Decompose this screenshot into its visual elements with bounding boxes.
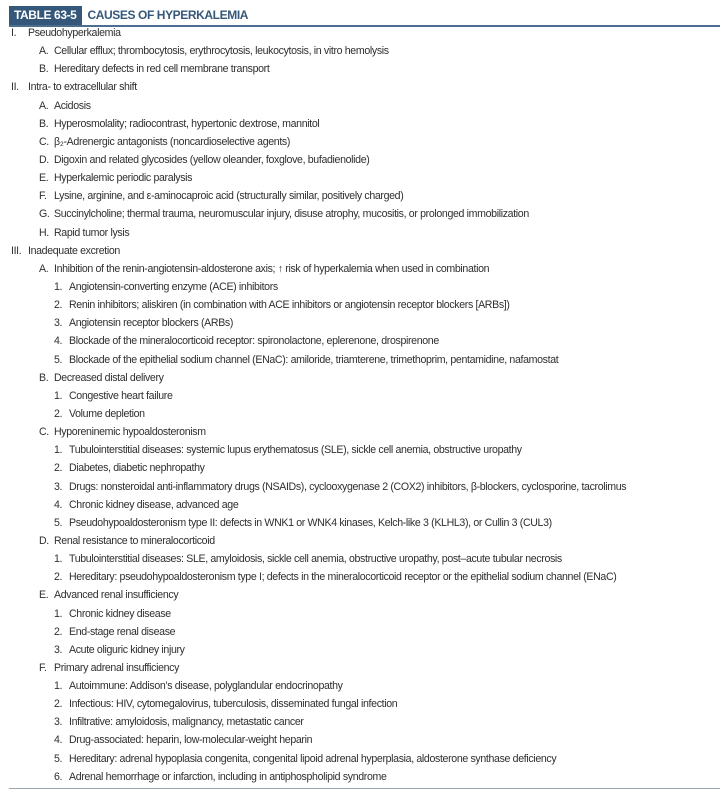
outline-subitem bbox=[0, 605, 728, 623]
item-marker: 3. bbox=[54, 480, 63, 493]
outline-subitem bbox=[0, 332, 728, 350]
item-text: Lysine, arginine, and ε-aminocaproic acid (structurally similar, positively charged) bbox=[54, 190, 404, 203]
item-marker: B. bbox=[39, 63, 49, 76]
item-marker: 1. bbox=[54, 553, 63, 566]
outline-item bbox=[0, 60, 728, 78]
outline-subitem bbox=[0, 387, 728, 405]
item-text: Pseudohypoaldosteronism type II: defects in WNK1 or WNK4 kinases, Kelch-like 3 (KLHL3), or Cullin 3 (CUL3) bbox=[69, 516, 552, 529]
item-marker: 4. bbox=[54, 734, 63, 747]
section-heading bbox=[0, 78, 728, 96]
item-marker: E. bbox=[39, 589, 49, 602]
outline-item bbox=[0, 42, 728, 60]
item-text: Angiotensin receptor blockers (ARBs) bbox=[69, 317, 234, 330]
outline-subitem bbox=[0, 641, 728, 659]
outline-item bbox=[0, 586, 728, 604]
item-text: Congestive heart failure bbox=[69, 389, 173, 402]
item-text: Chronic kidney disease, advanced age bbox=[69, 498, 239, 511]
item-text: Hereditary defects in red cell membrane transport bbox=[54, 63, 270, 76]
outline-subitem bbox=[0, 677, 728, 695]
item-text: Cellular efflux; thrombocytosis, erythrocytosis, leukocytosis, in vitro hemolysis bbox=[54, 45, 389, 58]
item-text: Renal resistance to mineralocorticoid bbox=[54, 534, 215, 547]
item-text: Renin inhibitors; aliskiren (in combination with ACE inhibitors or angiotensin receptor blockers [ARBs]) bbox=[69, 299, 510, 312]
table-bottom-rule bbox=[9, 788, 720, 789]
item-text: Volume depletion bbox=[69, 407, 145, 420]
item-marker: B. bbox=[39, 117, 49, 130]
outline-subitem bbox=[0, 695, 728, 713]
outline-item bbox=[0, 205, 728, 223]
item-marker: H. bbox=[39, 226, 49, 239]
section-heading bbox=[0, 242, 728, 260]
item-marker: B. bbox=[39, 371, 49, 384]
item-text: Rapid tumor lysis bbox=[54, 226, 130, 239]
item-marker: 2. bbox=[54, 407, 63, 420]
table-title: CAUSES OF HYPERKALEMIA bbox=[87, 8, 249, 22]
outline-subitem bbox=[0, 496, 728, 514]
item-text: Hyperkalemic periodic paralysis bbox=[54, 172, 193, 185]
item-text: Hyporeninemic hypoaldosteronism bbox=[54, 426, 206, 439]
item-marker: 5. bbox=[54, 516, 63, 529]
outline-subitem bbox=[0, 441, 728, 459]
outline-subitem bbox=[0, 623, 728, 641]
item-marker: 6. bbox=[54, 770, 63, 783]
item-text: Drugs: nonsteroidal anti-inflammatory drugs (NSAIDs), cyclooxygenase 2 (COX2) inhibitors, β-blockers, cyclosporine, tacrolimus bbox=[69, 480, 627, 493]
item-text: Hereditary: adrenal hypoplasia congenita, congenital lipoid adrenal hyperplasia, aldosterone synthase deficiency bbox=[69, 752, 557, 765]
item-text: Acidosis bbox=[54, 99, 91, 112]
item-marker: 2. bbox=[54, 462, 63, 475]
item-marker: E. bbox=[39, 172, 49, 185]
item-text: Pseudohyperkalemia bbox=[28, 27, 121, 39]
outline-item bbox=[0, 133, 728, 151]
item-text: Succinylcholine; thermal trauma, neuromuscular injury, disuse atrophy, mucositis, or prolonged immobilization bbox=[54, 208, 529, 221]
outline-subitem bbox=[0, 314, 728, 332]
item-marker: 2. bbox=[54, 698, 63, 711]
item-text: Inhibition of the renin-angiotensin-aldosterone axis; ↑ risk of hyperkalemia when used in combination bbox=[54, 262, 490, 275]
item-marker: 1. bbox=[54, 280, 63, 293]
item-text: Drug-associated: heparin, low-molecular-weight heparin bbox=[69, 734, 313, 747]
item-marker: I. bbox=[11, 27, 17, 39]
item-marker: F. bbox=[39, 661, 47, 674]
item-text: Diabetes, diabetic nephropathy bbox=[69, 462, 205, 475]
item-text: Primary adrenal insufficiency bbox=[54, 661, 180, 674]
item-marker: 2. bbox=[54, 625, 63, 638]
outline-item bbox=[0, 369, 728, 387]
item-marker: 1. bbox=[54, 680, 63, 693]
item-marker: A. bbox=[39, 99, 49, 112]
item-text: β₂-Adrenergic antagonists (noncardioselective agents) bbox=[54, 135, 291, 148]
item-marker: 3. bbox=[54, 716, 63, 729]
item-text: Angiotensin-converting enzyme (ACE) inhibitors bbox=[69, 280, 278, 293]
outline-subitem bbox=[0, 550, 728, 568]
item-text: Advanced renal insufficiency bbox=[54, 589, 179, 602]
item-text: Blockade of the mineralocorticoid receptor: spironolactone, eplerenone, drospirenone bbox=[69, 335, 439, 348]
item-marker: 1. bbox=[54, 607, 63, 620]
item-marker: D. bbox=[39, 534, 49, 547]
outline-item bbox=[0, 659, 728, 677]
section-heading bbox=[0, 24, 728, 42]
item-marker: G. bbox=[39, 208, 50, 221]
item-marker: 4. bbox=[54, 498, 63, 511]
item-marker: 5. bbox=[54, 752, 63, 765]
item-marker: 3. bbox=[54, 643, 63, 656]
item-text: Infectious: HIV, cytomegalovirus, tuberculosis, disseminated fungal infection bbox=[69, 698, 398, 711]
item-text: End-stage renal disease bbox=[69, 625, 176, 638]
outline-subitem bbox=[0, 278, 728, 296]
outline-item bbox=[0, 97, 728, 115]
outline-item bbox=[0, 423, 728, 441]
outline-subitem bbox=[0, 405, 728, 423]
item-marker: 2. bbox=[54, 299, 63, 312]
outline-subitem bbox=[0, 713, 728, 731]
outline-item bbox=[0, 169, 728, 187]
item-marker: 1. bbox=[54, 444, 63, 457]
item-marker: A. bbox=[39, 45, 49, 58]
item-text: Inadequate excretion bbox=[28, 244, 120, 257]
item-text: Autoimmune: Addison’s disease, polyglandular endocrinopathy bbox=[69, 680, 343, 693]
item-text: Digoxin and related glycosides (yellow oleander, foxglove, bufadienolide) bbox=[54, 153, 370, 166]
item-marker: A. bbox=[39, 262, 49, 275]
item-marker: F. bbox=[39, 190, 47, 203]
item-text: Infiltrative: amyloidosis, malignancy, metastatic cancer bbox=[69, 716, 304, 729]
item-text: Intra- to extracellular shift bbox=[28, 81, 137, 94]
item-marker: 4. bbox=[54, 335, 63, 348]
outline-subitem bbox=[0, 568, 728, 586]
item-marker: 1. bbox=[54, 389, 63, 402]
item-text: Blockade of the epithelial sodium channel (ENaC): amiloride, triamterene, trimethoprim, pentamidine, nafamostat bbox=[69, 353, 559, 366]
outline-subitem bbox=[0, 478, 728, 496]
item-marker: 5. bbox=[54, 353, 63, 366]
outline-subitem bbox=[0, 750, 728, 768]
item-marker: III. bbox=[11, 244, 22, 257]
outline-item bbox=[0, 532, 728, 550]
item-marker: D. bbox=[39, 153, 49, 166]
item-text: Adrenal hemorrhage or infarction, including in antiphospholipid syndrome bbox=[69, 770, 387, 783]
outline-subitem bbox=[0, 514, 728, 532]
outline-subitem bbox=[0, 731, 728, 749]
outline-subitem bbox=[0, 351, 728, 369]
outline-item bbox=[0, 224, 728, 242]
item-marker: C. bbox=[39, 135, 49, 148]
outline-item bbox=[0, 260, 728, 278]
table-number-badge: TABLE 63-5 bbox=[9, 6, 82, 25]
item-text: Tubulointerstitial diseases: systemic lupus erythematosus (SLE), sickle cell anemia, obstructive uropathy bbox=[69, 444, 522, 457]
item-text: Acute oliguric kidney injury bbox=[69, 643, 185, 656]
item-text: Tubulointerstitial diseases: SLE, amyloidosis, sickle cell anemia, obstructive uropathy, post–acute tubular necrosis bbox=[69, 553, 562, 566]
outline-item bbox=[0, 151, 728, 169]
outline-subitem bbox=[0, 459, 728, 477]
item-text: Decreased distal delivery bbox=[54, 371, 164, 384]
outline-subitem bbox=[0, 768, 728, 786]
item-marker: 2. bbox=[54, 571, 63, 584]
outline-item bbox=[0, 115, 728, 133]
outline-item bbox=[0, 187, 728, 205]
item-text: Hyperosmolality; radiocontrast, hypertonic dextrose, mannitol bbox=[54, 117, 320, 130]
outline-subitem bbox=[0, 296, 728, 314]
item-text: Chronic kidney disease bbox=[69, 607, 171, 620]
table-body bbox=[0, 24, 728, 786]
item-marker: 3. bbox=[54, 317, 63, 330]
item-marker: C. bbox=[39, 426, 49, 439]
item-text: Hereditary: pseudohypoaldosteronism type I; defects in the mineralocorticoid receptor or the epithelial sodium channel (ENaC) bbox=[69, 571, 617, 584]
item-marker: II. bbox=[11, 81, 19, 94]
